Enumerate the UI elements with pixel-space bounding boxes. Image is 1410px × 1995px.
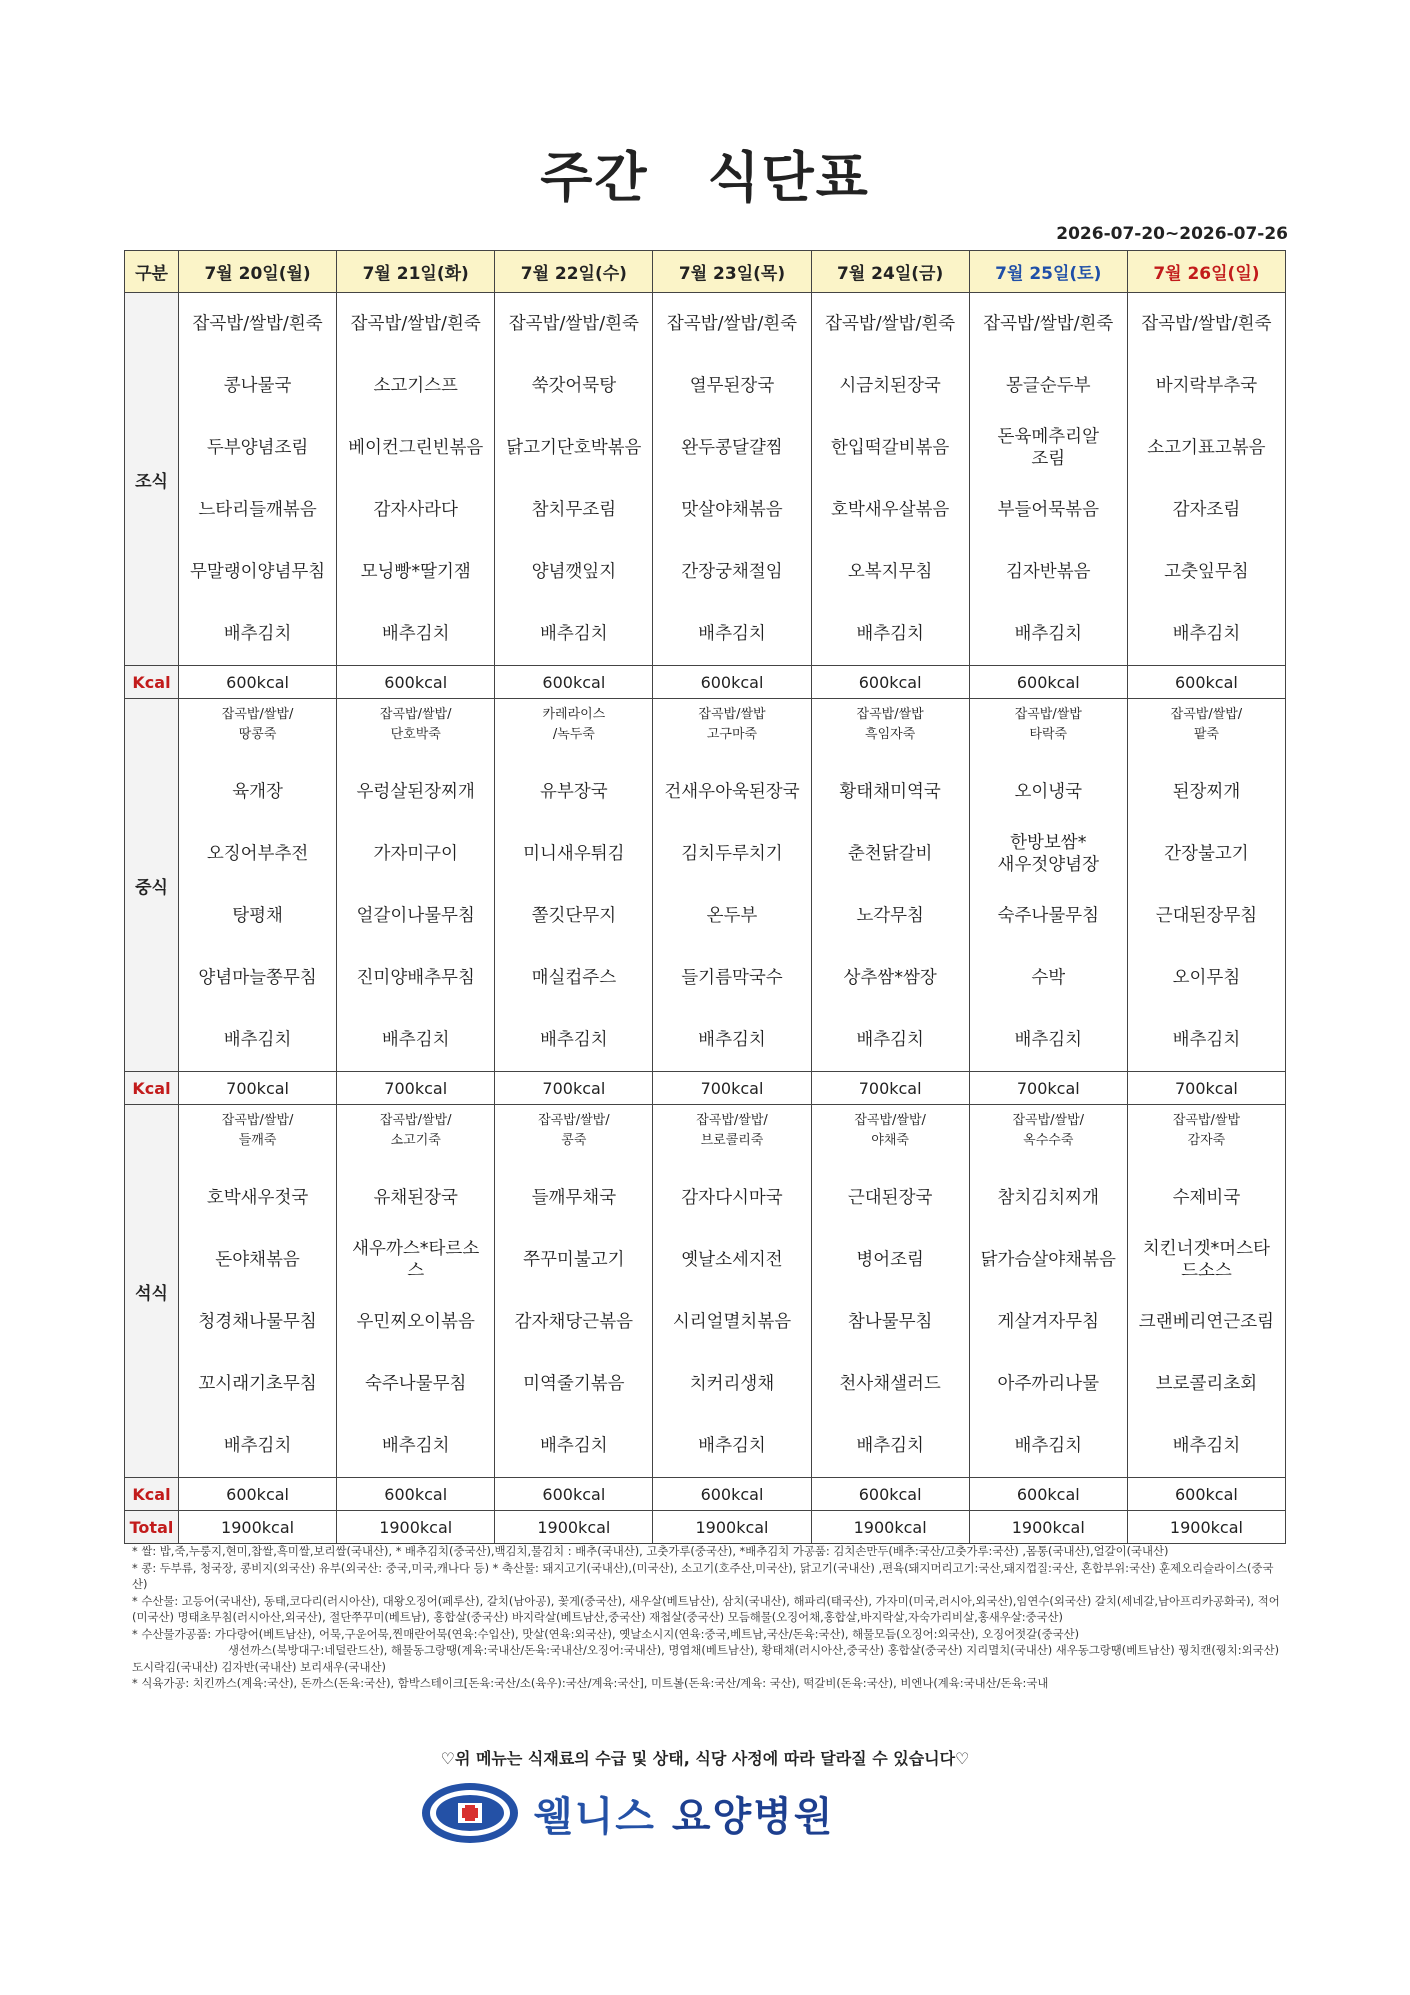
menu-item: 유부장국 <box>540 781 608 802</box>
menu-item: 참나물무침 <box>847 1311 933 1332</box>
total-row <box>125 1511 1286 1544</box>
kcal-value: 700kcal <box>495 1072 653 1105</box>
menu-item: 숙주나물무침 <box>364 1373 467 1394</box>
menu-item: 배추김치 <box>856 1029 924 1050</box>
menu-item: 병어조림 <box>856 1249 924 1270</box>
menu-item: 들깨무채국 <box>531 1187 617 1208</box>
kcal-value: 600kcal <box>179 1478 337 1511</box>
day-menu-cell <box>811 293 969 666</box>
menu-item: 모닝빵*딸기잼 <box>360 561 471 582</box>
menu-item: 춘천닭갈비 <box>847 843 933 864</box>
menu-item: 청경채나물무침 <box>198 1311 317 1332</box>
kcal-value: 700kcal <box>969 1072 1127 1105</box>
menu-item: 참치무조림 <box>531 499 617 520</box>
menu-item: 천사채샐러드 <box>839 1373 941 1394</box>
origin-note-line: * 수산물가공품: 가다랑어(베트남산), 어묵,구운어묵,찐매란어묵(연육:수입산), 맛살(연육:외국산), 옛날소시지(연육:중국,베트남,국산/돈육:국산), 해물모듬(오징어:외국산), 오징어젓갈(중국산) <box>132 1626 1080 1641</box>
menu-item: 수제비국 <box>1172 1187 1241 1208</box>
menu-item: 미니새우튀김 <box>523 843 625 864</box>
menu-item: 무말랭이양념무침 <box>189 561 326 582</box>
hospital-emblem-icon <box>420 1781 520 1845</box>
menu-item: 느타리들깨볶음 <box>198 499 317 520</box>
kcal-value: 600kcal <box>811 1478 969 1511</box>
menu-item: 잡곡밥/쌀밥/흰죽 <box>983 313 1114 334</box>
menu-item: 감자다시마국 <box>681 1187 783 1208</box>
menu-item: 잡곡밥/쌀밥/흰죽 <box>192 313 323 334</box>
meal-row <box>125 699 1286 1072</box>
header-day: 7월 22일(수) <box>495 251 653 293</box>
day-menu-cell <box>495 1105 653 1478</box>
menu-item: 베이컨그린빈볶음 <box>348 437 484 458</box>
menu-item: 게살겨자무침 <box>997 1311 1099 1332</box>
menu-item: 배추김치 <box>381 1029 450 1050</box>
menu-item: 오징어부추전 <box>206 843 309 864</box>
menu-item: 몽글순두부 <box>1006 375 1091 396</box>
header-day: 7월 20일(월) <box>179 251 337 293</box>
total-value: 1900kcal <box>969 1511 1127 1544</box>
menu-item: 치커리생채 <box>689 1373 775 1394</box>
menu-item: 잡곡밥/쌀밥/흰죽 <box>1141 313 1272 334</box>
menu-item: 옛날소세지전 <box>681 1249 783 1270</box>
total-value: 1900kcal <box>179 1511 337 1544</box>
menu-item: 배추김치 <box>1014 1029 1083 1050</box>
kcal-value: 600kcal <box>337 666 495 699</box>
menu-item: 김자반볶음 <box>1006 561 1091 582</box>
origin-note-line: * 콩: 두부류, 청국장, 콩비지(외국산) 유부(외국산: 중국,미국,캐나다 등) * 축산물: 돼지고기(국내산),(미국산), 소고기(호주산,미국산), 닭고기(국내산) ,편육(돼지머리고기:국산,돼지껍질:국산, 혼합부위:국산) 훈제오리슬라이스(중국산) <box>132 1560 1274 1591</box>
menu-item: 잡곡밥/쌀밥/흰죽 <box>508 313 639 334</box>
menu-item: 참치김치찌개 <box>997 1187 1099 1208</box>
menu-item: 근대된장무침 <box>1155 905 1258 926</box>
menu-item: 잡곡밥/쌀밥 흑임자죽 <box>856 707 924 742</box>
menu-item: 감자채당근볶음 <box>514 1311 634 1332</box>
menu-item: 김치두루치기 <box>681 843 783 864</box>
menu-item: 배추김치 <box>381 623 450 644</box>
menu-item: 가자미구이 <box>373 843 458 864</box>
menu-item: 시금치된장국 <box>839 375 941 396</box>
menu-item: 배추김치 <box>223 1029 292 1050</box>
menu-item: 잡곡밥/쌀밥/ 옥수수죽 <box>1012 1113 1085 1148</box>
menu-item: 잡곡밥/쌀밥/ 들깨죽 <box>221 1113 294 1148</box>
menu-item: 배추김치 <box>223 623 292 644</box>
menu-item: 건새우아욱된장국 <box>664 781 800 802</box>
day-menu-cell <box>337 1105 495 1478</box>
menu-item: 돈야채볶음 <box>215 1249 300 1270</box>
menu-item: 오이냉국 <box>1014 781 1083 802</box>
menu-item: 닭가슴살야채볶음 <box>980 1249 1116 1270</box>
day-menu-cell <box>1127 293 1285 666</box>
menu-item: 호박새우살볶음 <box>830 499 950 520</box>
header-day: 7월 21일(화) <box>337 251 495 293</box>
menu-item: 간장불고기 <box>1164 843 1249 864</box>
header-day: 7월 23일(목) <box>653 251 811 293</box>
kcal-row <box>125 666 1286 699</box>
day-menu-cell <box>337 699 495 1072</box>
menu-item: 쑥갓어묵탕 <box>531 375 617 396</box>
menu-item: 잡곡밥/쌀밥/ 단호박죽 <box>379 707 452 742</box>
menu-item: 잡곡밥/쌀밥/ 땅콩죽 <box>221 707 294 742</box>
menu-item: 배추김치 <box>698 1435 766 1456</box>
menu-item: 바지락부추국 <box>1155 375 1258 396</box>
menu-item: 시리얼멸치볶음 <box>672 1311 792 1332</box>
menu-item: 양념마늘쫑무침 <box>198 967 317 988</box>
menu-item: 잡곡밥/쌀밥/ 야채죽 <box>854 1113 926 1148</box>
kcal-value: 600kcal <box>1127 666 1285 699</box>
kcal-value: 600kcal <box>653 1478 811 1511</box>
kcal-value: 700kcal <box>811 1072 969 1105</box>
kcal-value: 600kcal <box>179 666 337 699</box>
menu-item: 감자사라다 <box>373 499 458 520</box>
meal-label: 조식 <box>125 293 179 666</box>
meal-label: 중식 <box>125 699 179 1072</box>
menu-item: 간장궁채절임 <box>681 561 783 582</box>
kcal-value: 600kcal <box>653 666 811 699</box>
header-row <box>125 251 1286 293</box>
menu-item: 감자조림 <box>1172 499 1241 520</box>
menu-item: 쫄깃단무지 <box>531 905 617 926</box>
day-menu-cell <box>653 1105 811 1478</box>
menu-item: 얼갈이나물무침 <box>356 905 475 926</box>
logo-part-hospital: 요양병원 <box>671 1793 835 1840</box>
day-menu-cell <box>969 699 1127 1072</box>
total-value: 1900kcal <box>811 1511 969 1544</box>
menu-item: 완두콩달걀찜 <box>681 437 783 458</box>
kcal-label: Kcal <box>125 1072 179 1105</box>
day-menu-cell <box>969 293 1127 666</box>
menu-item: 브로콜리초회 <box>1155 1373 1258 1394</box>
menu-item: 황태채미역국 <box>839 781 941 802</box>
origin-note-line: 생선까스(북방대구:네덜란드산), 해물동그랑땡(계육:국내산/돈육:국내산/오징어:국내산), 명엽채(베트남산), 황태채(러시아산,중국산) 홍합살(중국산) 지리멸치(국내산) 새우동그랑땡(베트남산) 꿩치캔(꿩치:외국산) 도시락김(국내산) 김자반(국내산) 보리새우(국내산) <box>132 1643 1280 1674</box>
day-menu-cell <box>495 293 653 666</box>
day-menu-cell <box>179 699 337 1072</box>
menu-item: 닭고기단호박볶음 <box>506 437 642 458</box>
menu-item: 진미양배추무침 <box>356 967 475 988</box>
menu-item: 들기름막국수 <box>681 967 783 988</box>
day-menu-cell <box>1127 1105 1285 1478</box>
menu-item: 잡곡밥/쌀밥/흰죽 <box>825 313 956 334</box>
kcal-value: 600kcal <box>1127 1478 1285 1511</box>
total-value: 1900kcal <box>653 1511 811 1544</box>
menu-item: 배추김치 <box>540 1029 608 1050</box>
menu-item: 열무된장국 <box>689 375 775 396</box>
day-menu-cell <box>337 293 495 666</box>
kcal-value: 600kcal <box>495 1478 653 1511</box>
menu-item: 한입떡갈비볶음 <box>830 437 950 458</box>
menu-item: 돈육메추리알 조림 <box>997 426 1099 469</box>
menu-item: 배추김치 <box>223 1435 292 1456</box>
menu-item: 근대된장국 <box>847 1187 933 1208</box>
menu-item: 오복지무침 <box>847 561 933 582</box>
menu-item: 잡곡밥/쌀밥/흰죽 <box>666 313 798 334</box>
day-menu-cell <box>179 1105 337 1478</box>
origin-notes <box>132 1543 1280 1692</box>
page-title: 주간 식단표 <box>540 146 870 209</box>
closing-note: ♡위 메뉴는 식재료의 수급 및 상태, 식당 사정에 따라 달라질 수 있습니다♡ <box>440 1749 970 1768</box>
total-value: 1900kcal <box>495 1511 653 1544</box>
meal-row <box>125 1105 1286 1478</box>
header-day: 7월 24일(금) <box>811 251 969 293</box>
menu-item: 잡곡밥/쌀밥/ 팥죽 <box>1170 707 1243 742</box>
menu-item: 소고기스프 <box>373 375 458 396</box>
kcal-value: 700kcal <box>179 1072 337 1105</box>
menu-item: 노각무침 <box>856 905 924 926</box>
date-range: 2026-07-20~2026-07-26 <box>1056 224 1288 244</box>
menu-item: 우렁살된장찌개 <box>356 781 475 802</box>
menu-item: 잡곡밥/쌀밥/ 콩죽 <box>538 1113 610 1148</box>
day-menu-cell <box>495 699 653 1072</box>
kcal-value: 600kcal <box>969 1478 1127 1511</box>
menu-item: 우민찌오이볶음 <box>356 1311 475 1332</box>
menu-item: 배추김치 <box>1014 1435 1083 1456</box>
kcal-value: 700kcal <box>337 1072 495 1105</box>
menu-item: 잡곡밥/쌀밥/ 소고기죽 <box>379 1113 452 1148</box>
menu-item: 배추김치 <box>381 1435 450 1456</box>
menu-item: 부들어묵볶음 <box>997 499 1099 520</box>
day-menu-cell <box>811 1105 969 1478</box>
header-day: 7월 26일(일) <box>1127 251 1285 293</box>
menu-item: 상추쌈*쌈장 <box>843 967 937 988</box>
kcal-value: 700kcal <box>653 1072 811 1105</box>
kcal-value: 600kcal <box>969 666 1127 699</box>
day-menu-cell <box>653 293 811 666</box>
menu-item: 배추김치 <box>540 1435 608 1456</box>
total-value: 1900kcal <box>337 1511 495 1544</box>
menu-item: 양념깻잎지 <box>531 561 617 582</box>
menu-item: 유채된장국 <box>373 1187 458 1208</box>
menu-item: 잡곡밥/쌀밥/흰죽 <box>350 313 481 334</box>
weekly-menu-table <box>124 250 1286 1544</box>
origin-note-line: * 수산물: 고등어(국내산), 동태,코다리(러시아산), 대왕오징어(페루산), 갈치(남아공), 꽃게(중국산), 새우살(베트남산), 삼치(국내산), 해파리(태국산), 가자미(미국,러시아,외국산),임연수(외국산) 갈치(세네갈,남아프리카공화국), 적어(미국산) 명태초무침(러시아산,외국산), 절단쭈꾸미(베트남), 홍합살(중국산) 바지락살(베트남산,중국산) 재첩살(중국산) 모듬해물(오징어채,홍합살,바지락살,자숙가리비살,홍새우살:중국산) <box>132 1593 1280 1624</box>
kcal-value: 600kcal <box>337 1478 495 1511</box>
total-label: Total <box>125 1511 179 1544</box>
menu-item: 잡곡밥/쌀밥 고구마죽 <box>698 707 766 742</box>
day-menu-cell <box>811 699 969 1072</box>
menu-item: 숙주나물무침 <box>997 905 1099 926</box>
menu-item: 호박새우젓국 <box>206 1187 309 1208</box>
kcal-value: 700kcal <box>1127 1072 1285 1105</box>
logo-part-wellness: 웰니스 <box>534 1793 656 1840</box>
menu-item: 카레라이스 /녹두죽 <box>542 707 606 742</box>
menu-item: 매실컵주스 <box>531 967 617 988</box>
menu-item: 육개장 <box>232 781 283 802</box>
menu-item: 크랜베리연근조림 <box>1138 1311 1275 1332</box>
header-day: 7월 25일(토) <box>969 251 1127 293</box>
menu-item: 치킨너겟*머스타 드소스 <box>1142 1238 1270 1281</box>
menu-item: 새우까스*타르소 스 <box>352 1238 480 1281</box>
menu-item: 배추김치 <box>698 1029 766 1050</box>
day-menu-cell <box>969 1105 1127 1478</box>
meal-label: 석식 <box>125 1105 179 1478</box>
menu-item: 잡곡밥/쌀밥/ 브로콜리죽 <box>696 1113 768 1148</box>
menu-item: 오이무침 <box>1172 967 1241 988</box>
origin-note-line: * 쌀: 밥,죽,누룽지,현미,찹쌀,흑미쌀,보리쌀(국내산), * 배추김치(중국산),백김치,물김치 : 배추(국내산), 고춧가루(중국산), *배추김치 가공품: 김치손만두(배추:국산/고춧가루:국산) ,몸통(국내산),얼갈이(국내산) <box>132 1544 1169 1558</box>
menu-item: 배추김치 <box>856 623 924 644</box>
meal-row <box>125 293 1286 666</box>
menu-item: 꼬시래기초무침 <box>198 1373 317 1394</box>
menu-item: 잡곡밥/쌀밥 타락죽 <box>1014 707 1082 742</box>
hospital-logo-text <box>534 1785 834 1842</box>
menu-item: 수박 <box>1031 967 1066 988</box>
total-value: 1900kcal <box>1127 1511 1285 1544</box>
menu-item: 쭈꾸미불고기 <box>523 1249 625 1270</box>
menu-item: 아주까리나물 <box>997 1373 1099 1394</box>
kcal-label: Kcal <box>125 1478 179 1511</box>
menu-item: 배추김치 <box>540 623 608 644</box>
menu-item: 미역줄기볶음 <box>523 1373 625 1394</box>
menu-item: 배추김치 <box>1172 623 1241 644</box>
menu-item: 한방보쌈* 새우젓양념장 <box>997 832 1099 875</box>
menu-item: 탕평채 <box>232 905 283 926</box>
menu-item: 잡곡밥/쌀밥 감자죽 <box>1172 1113 1240 1148</box>
menu-item: 맛살야채볶음 <box>681 499 783 520</box>
menu-item: 배추김치 <box>856 1435 924 1456</box>
menu-item: 고춧잎무침 <box>1164 561 1249 582</box>
hospital-logo <box>420 1778 834 1848</box>
menu-item: 배추김치 <box>698 623 766 644</box>
menu-item: 배추김치 <box>1172 1435 1241 1456</box>
header-category: 구분 <box>125 251 179 293</box>
menu-item: 배추김치 <box>1014 623 1083 644</box>
day-menu-cell <box>653 699 811 1072</box>
kcal-row <box>125 1478 1286 1511</box>
menu-item: 온두부 <box>706 905 758 926</box>
kcal-label: Kcal <box>125 666 179 699</box>
menu-item: 배추김치 <box>1172 1029 1241 1050</box>
menu-item: 된장찌개 <box>1172 781 1241 802</box>
kcal-value: 600kcal <box>495 666 653 699</box>
day-menu-cell <box>1127 699 1285 1072</box>
menu-item: 소고기표고볶음 <box>1147 437 1266 458</box>
menu-item: 두부양념조림 <box>206 437 309 458</box>
kcal-row <box>125 1072 1286 1105</box>
day-menu-cell <box>179 293 337 666</box>
kcal-value: 600kcal <box>811 666 969 699</box>
origin-note-line: * 식육가공: 치킨까스(계육:국산), 돈까스(돈육:국산), 함박스테이크[돈육:국산/소(육우):국산/계육:국산], 미트볼(돈육:국산/계육: 국산), 떡갈비(돈육:국산), 비엔나(계육:국내산/돈육:국내 <box>132 1676 1049 1690</box>
menu-item: 콩나물국 <box>223 375 292 396</box>
